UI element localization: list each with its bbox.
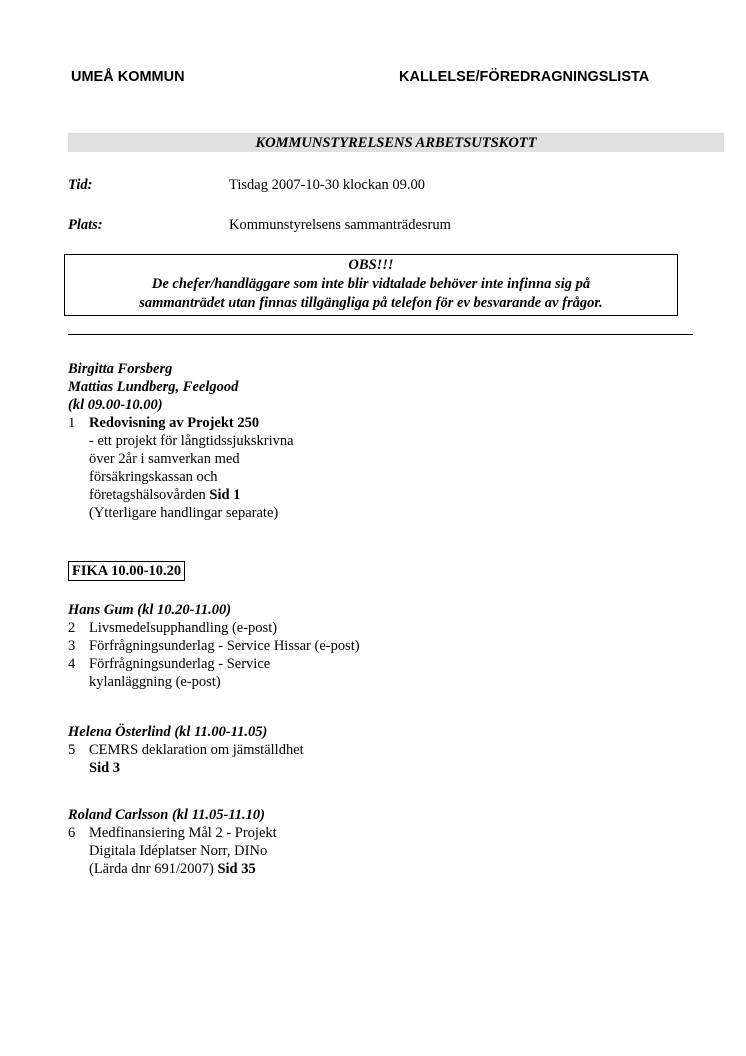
committee-title: KOMMUNSTYRELSENS ARBETSUTSKOTT	[255, 135, 537, 151]
agenda-item	[68, 414, 294, 432]
notice-line: De chefer/handläggare som inte blir vidtalade behöver inte infinna sig på	[151, 276, 591, 292]
item-number: 3	[68, 638, 76, 654]
item-text: försäkringskassan och	[89, 469, 218, 485]
agenda-section-1	[68, 360, 294, 522]
item-title: Medfinansiering Mål 2 - Projekt	[89, 825, 277, 841]
item-title: Redovisning av Projekt 250	[89, 415, 260, 431]
item-text-part: företagshälsovården	[89, 487, 210, 503]
item-text: (Ytterligare handlingar separate)	[89, 505, 279, 521]
divider	[68, 334, 693, 335]
coffee-break-label: FIKA 10.00-10.20	[68, 561, 185, 581]
item-number: 6	[68, 825, 76, 841]
item-title: Förfrågningsunderlag - Service Hissar (e-post)	[89, 638, 360, 654]
presenter-name: Birgitta Forsberg	[68, 361, 173, 377]
page-reference: Sid 3	[89, 760, 121, 776]
notice-box	[64, 254, 678, 316]
document-type: KALLELSE/FÖREDRAGNINGSLISTA	[399, 69, 650, 85]
agenda-item	[68, 741, 304, 759]
agenda-item	[68, 619, 360, 637]
notice-line: sammanträdet utan finnas tillgängliga på telefon för ev besvarande av frågor.	[139, 295, 603, 311]
item-text	[68, 860, 277, 878]
page-reference: Sid 35	[217, 861, 256, 877]
item-number: 5	[68, 742, 76, 758]
time-label: Tid:	[68, 177, 93, 193]
item-number: 1	[68, 415, 76, 431]
notice-heading: OBS!!!	[348, 257, 394, 273]
agenda-section-4	[68, 806, 277, 878]
organization-name: UMEÅ KOMMUN	[71, 69, 185, 85]
presenter-time: (kl 09.00-10.00)	[68, 397, 163, 413]
item-title: CEMRS deklaration om jämställdhet	[89, 742, 304, 758]
presenter-name: Helena Österlind (kl 11.00-11.05)	[68, 724, 268, 740]
item-title: Livsmedelsupphandling (e-post)	[89, 620, 278, 636]
item-text: - ett projekt för långtidssjukskrivna	[89, 433, 294, 449]
page-reference: Sid 1	[209, 487, 241, 503]
presenter-name: Roland Carlsson (kl 11.05-11.10)	[68, 807, 265, 823]
place-label: Plats:	[68, 217, 103, 233]
item-text: kylanläggning (e-post)	[89, 674, 221, 690]
presenter-name: Mattias Lundberg, Feelgood	[68, 379, 239, 395]
item-number: 4	[68, 656, 76, 672]
item-text: över 2år i samverkan med	[89, 451, 240, 467]
item-text-part: (Lärda dnr 691/2007)	[89, 861, 218, 877]
committee-title-bar	[68, 133, 724, 152]
item-text	[68, 486, 294, 504]
agenda-section-2	[68, 601, 360, 691]
agenda-section-3	[68, 723, 304, 777]
item-number: 2	[68, 620, 76, 636]
place-value: Kommunstyrelsens sammanträdesrum	[229, 217, 451, 233]
item-text: Digitala Idéplatser Norr, DINo	[89, 843, 268, 859]
time-value: Tisdag 2007-10-30 klockan 09.00	[229, 177, 426, 193]
agenda-item	[68, 655, 360, 673]
item-title: Förfrågningsunderlag - Service	[89, 656, 271, 672]
agenda-item	[68, 637, 360, 655]
agenda-item	[68, 824, 277, 842]
presenter-name: Hans Gum (kl 10.20-11.00)	[68, 602, 232, 618]
